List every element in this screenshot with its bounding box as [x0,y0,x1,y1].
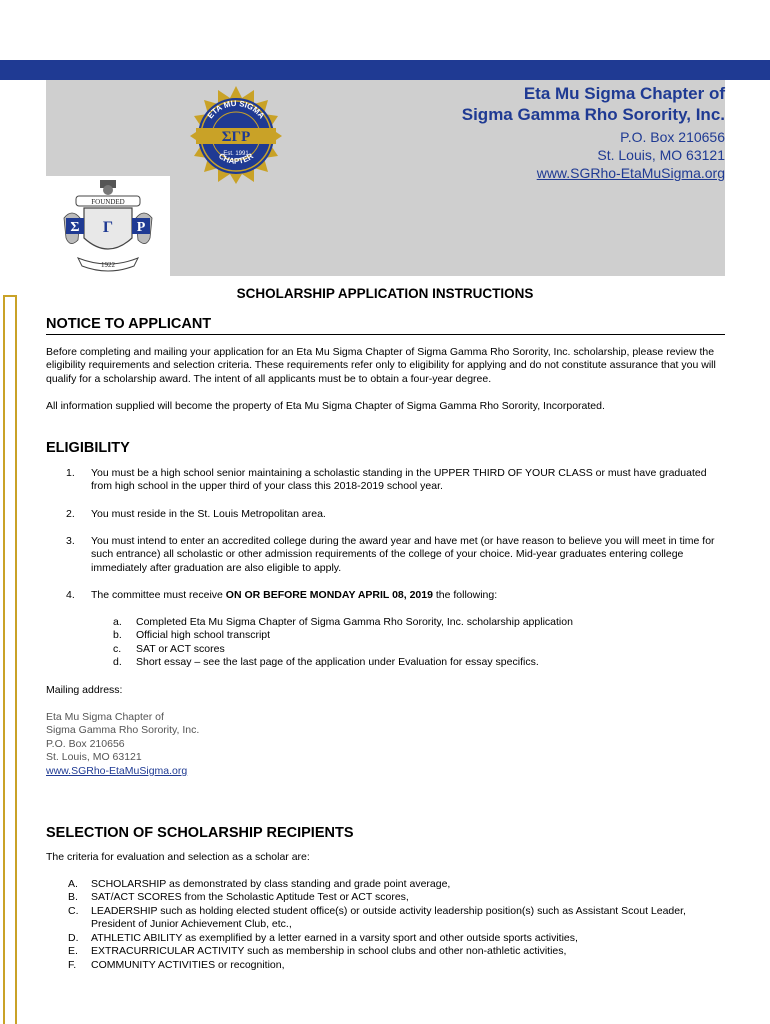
criteria-letter-d: D. [68,932,79,944]
top-bar [0,60,770,80]
subitem-letter-b: b. [113,629,122,641]
subitem-a: Completed Eta Mu Sigma Chapter of Sigma Gamma Rho Sorority, Inc. scholarship application [136,616,573,628]
eligibility-item-2: You must reside in the St. Louis Metropolitan area. [91,508,326,520]
svg-text:ETA MU SIGMA: ETA MU SIGMA [205,98,267,121]
criteria-letter-e: E. [68,945,78,957]
deadline-text: ON OR BEFORE MONDAY APRIL 08, 2019 [225,589,433,601]
svg-text:Ρ: Ρ [136,220,146,235]
criteria-letter-c: C. [68,905,79,917]
eligibility-item-1: You must be a high school senior maintaining a scholastic standing in the UPPER THIRD OF YOUR CLASS or must have graduated from high school in the upper third of your class this 2018-2019 school year. [91,467,707,493]
document-title: SCHOLARSHIP APPLICATION INSTRUCTIONS [236,286,534,301]
eligibility-item-4 [91,589,727,602]
letterhead-text [462,80,725,182]
mailing-line-3: P.O. Box 210656 [46,738,125,750]
criteria-item-b: SAT/ACT SCORES from the Scholastic Aptitude Test or ACT scores, [91,891,409,903]
mailing-line-1: Eta Mu Sigma Chapter of [46,711,164,723]
criteria-item-e: EXTRACURRICULAR ACTIVITY such as membership in school clubs and other non-athletic activities, [91,945,567,957]
svg-text:ΣΓΡ: ΣΓΡ [221,129,251,145]
mailing-label: Mailing address: [46,684,123,696]
subitem-letter-a: a. [113,616,122,628]
eligibility-item-4-post: the following: [432,589,498,601]
eligibility-num-3: 3. [66,535,75,547]
svg-text:1922: 1922 [101,261,115,269]
criteria-letter-b: B. [68,891,78,903]
eligibility-heading: ELIGIBILITY [46,440,130,456]
org-website-link[interactable]: www.SGRho-EtaMuSigma.org [536,165,725,181]
org-name-line1: Eta Mu Sigma Chapter of [523,84,725,103]
notice-paragraph-1: Before completing and mailing your application for an Eta Mu Sigma Chapter of Sigma Gamma Rho Sorority, Inc. scholarship, please review the eligibility requirements and selection criteria. These requirements refer only to eligibility for applying and do not constitute assurance that you will qualify for a scholarship award. The intent of all applicants must be to obtain a four-year degree. [46,346,716,385]
criteria-letter-f: F. [68,959,77,971]
criteria-item-d: ATHLETIC ABILITY as exemplified by a letter earned in a varsity sport and other outside sports activities, [91,932,578,944]
eligibility-num-1: 1. [66,467,75,479]
criteria-item-c: LEADERSHIP such as holding elected student office(s) or outside activity leadership position(s) such as Assistant Scout Leader, President of Junior Achievement Club, etc., [91,905,686,931]
eligibility-item-3: You must intend to enter an accredited college during the award year and have met (or have reason to believe you will meet in time for such entrance) all scholastic or other admission requirements of the college of your choice. Mid-year graduates entering college immediately after graduation are also eligible to apply. [91,535,715,574]
eligibility-num-4: 4. [66,589,75,601]
org-name-line2: Sigma Gamma Rho Sorority, Inc. [461,105,725,124]
subitem-b: Official high school transcript [136,629,271,641]
subitem-letter-d: d. [113,656,122,668]
eligibility-num-2: 2. [66,508,75,520]
subitem-d: Short essay – see the last page of the application under Evaluation for essay specifics. [136,656,539,668]
svg-text:Est. 1991: Est. 1991 [223,151,249,157]
mailing-website-link[interactable]: www.SGRho-EtaMuSigma.org [46,765,188,777]
svg-text:CHAPTER: CHAPTER [216,151,256,166]
selection-heading: SELECTION OF SCHOLARSHIP RECIPIENTS [46,825,354,841]
eligibility-item-4-pre: The committee must receive [91,589,226,601]
svg-text:Γ: Γ [102,219,114,236]
letterhead [46,80,725,276]
notice-heading: NOTICE TO APPLICANT [46,316,212,332]
subitem-letter-c: c. [113,643,122,655]
mailing-line-2: Sigma Gamma Rho Sorority, Inc. [46,724,200,736]
subitem-c: SAT or ACT scores [136,643,225,655]
selection-intro: The criteria for evaluation and selection as a scholar are: [46,851,310,863]
org-po-box: P.O. Box 210656 [620,129,725,145]
criteria-item-f: COMMUNITY ACTIVITIES or recognition, [91,959,285,971]
mailing-line-4: St. Louis, MO 63121 [46,751,142,763]
svg-text:Σ: Σ [70,220,80,235]
chapter-seal-icon [178,84,294,184]
side-bracket [3,295,17,1024]
svg-text:FOUNDED: FOUNDED [91,198,125,206]
criteria-item-a: SCHOLARSHIP as demonstrated by class standing and grade point average, [91,878,451,890]
criteria-letter-a: A. [68,878,78,890]
notice-paragraph-2: All information supplied will become the property of Eta Mu Sigma Chapter of Sigma Gamma Rho Sorority, Incorporated. [46,400,605,412]
crest-box [46,176,170,276]
heading-rule [46,334,725,335]
sorority-crest-icon [62,178,154,274]
org-city: St. Louis, MO 63121 [597,147,725,163]
